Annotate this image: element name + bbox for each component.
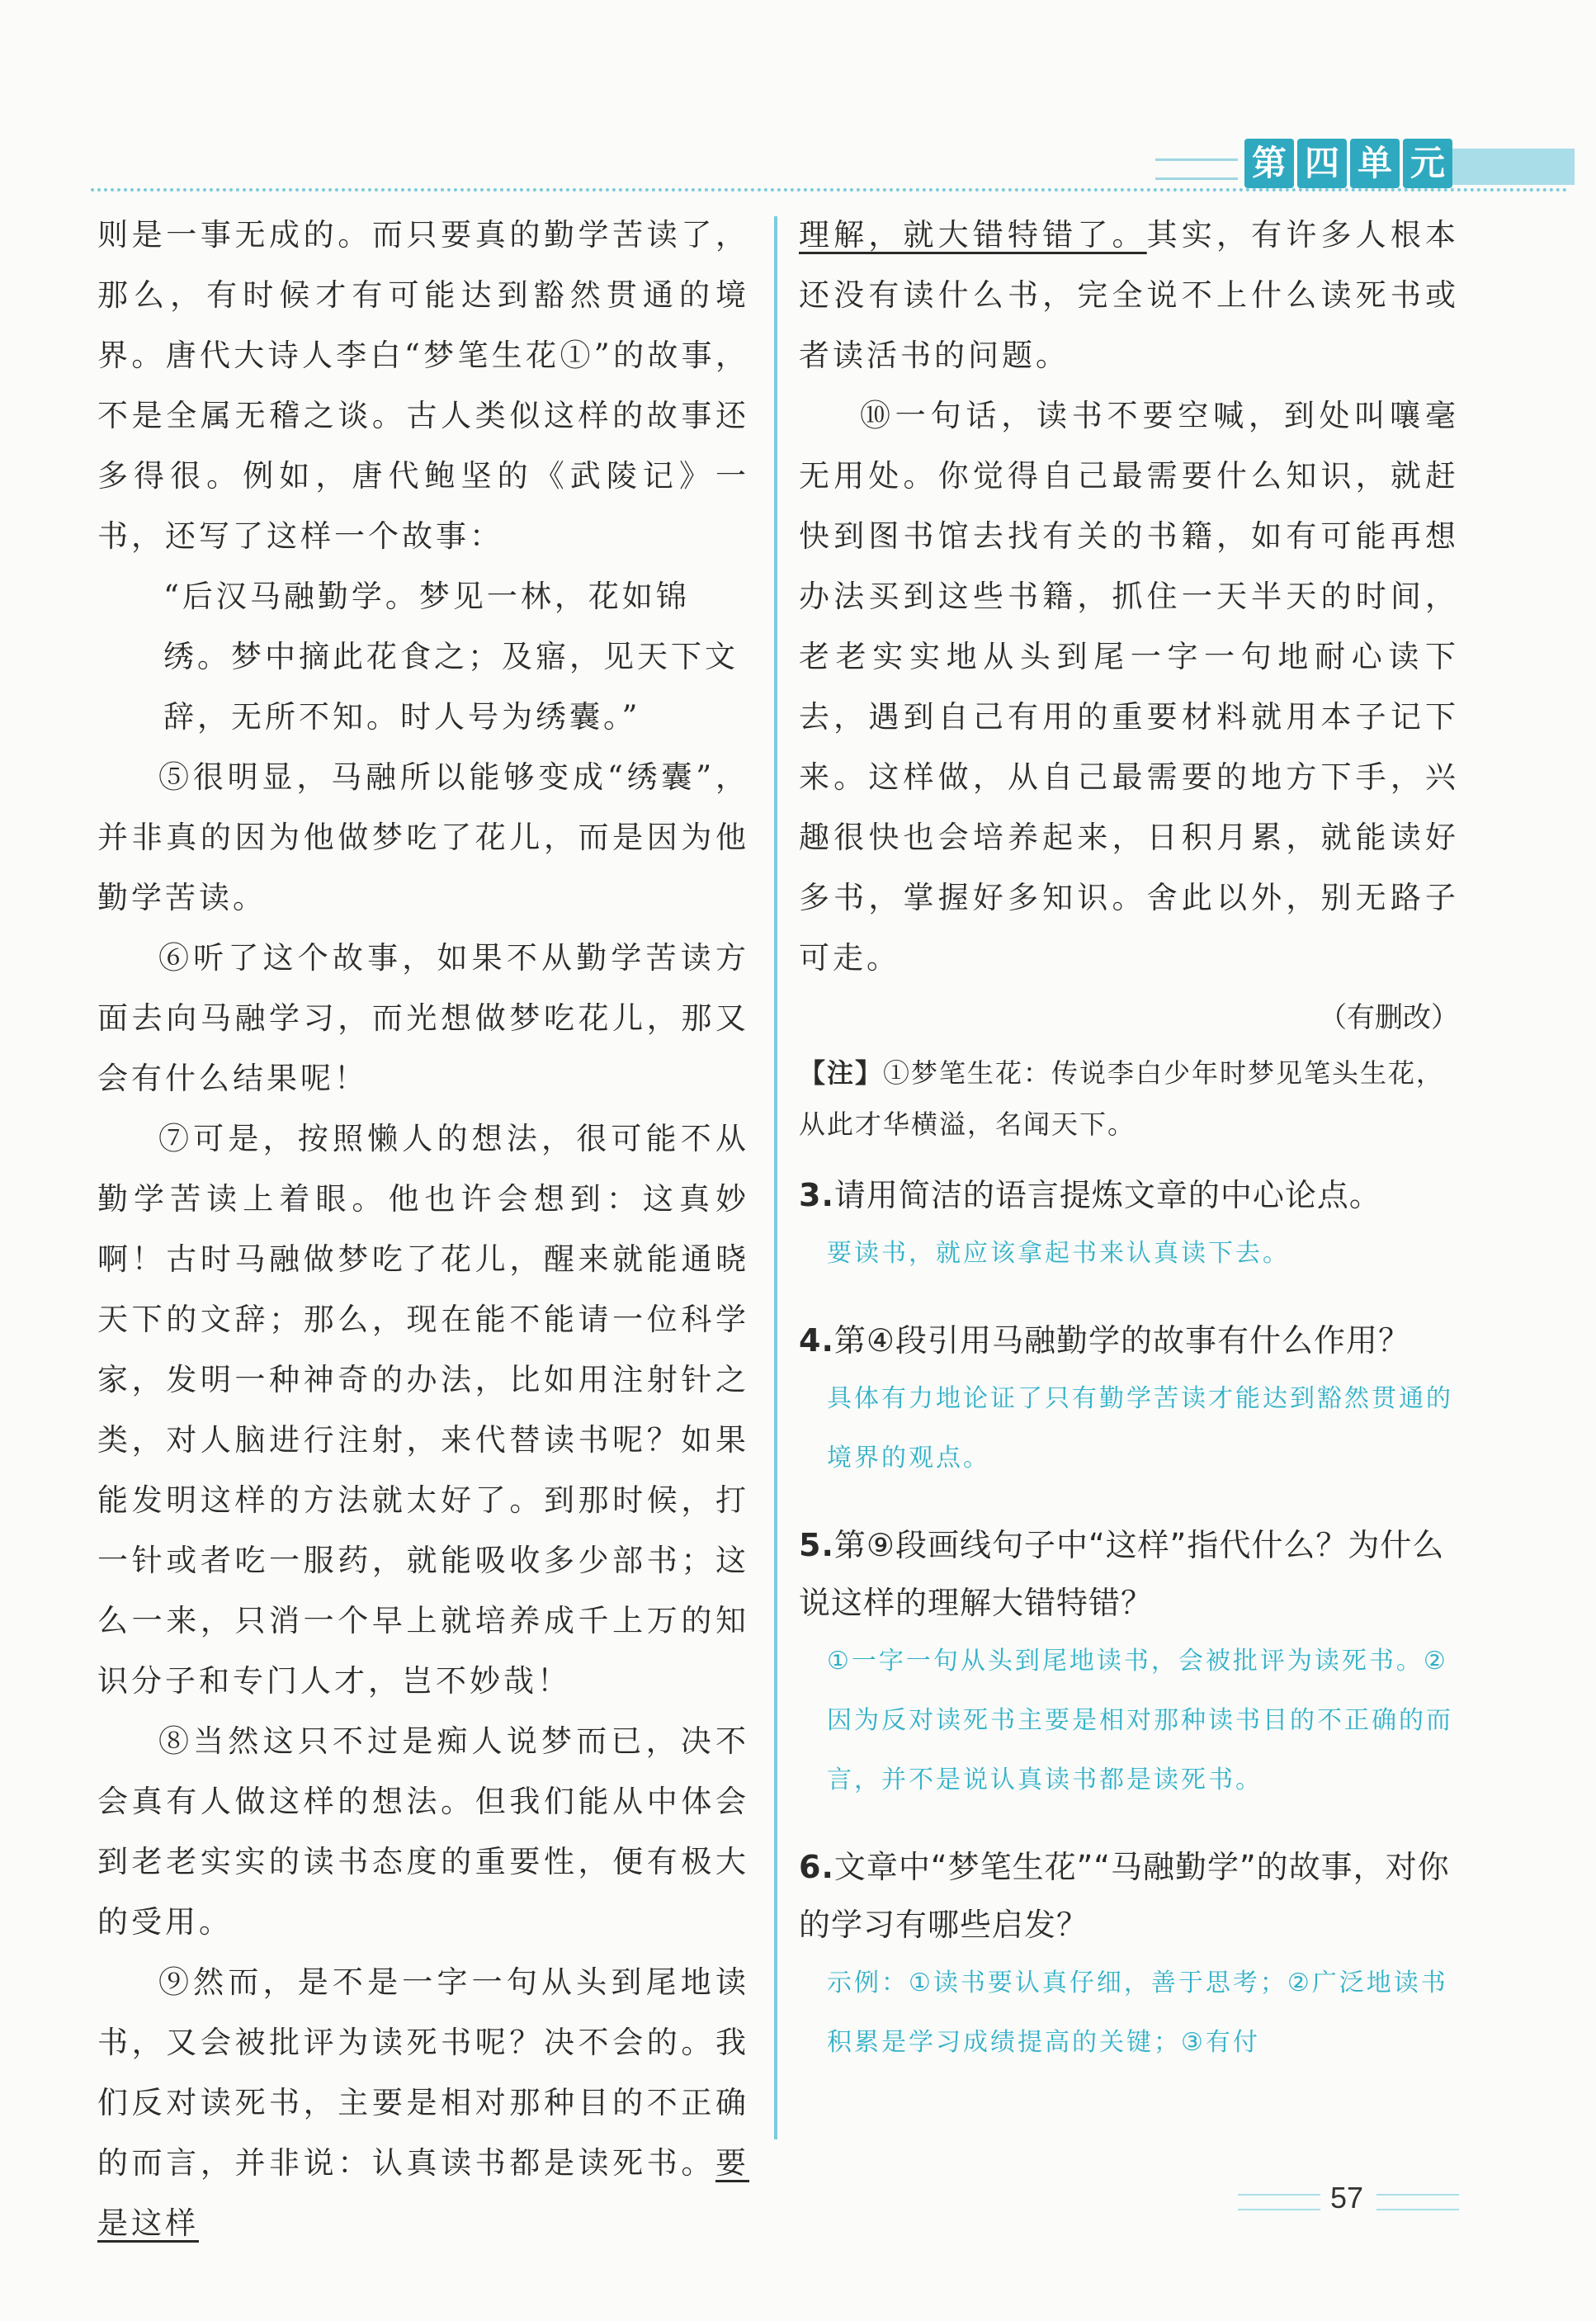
question-5 bbox=[799, 1516, 1459, 1632]
unit-title-char: 元 bbox=[1403, 139, 1452, 188]
underlined-sentence-end: 理解，就大错特错了。 bbox=[799, 217, 1147, 253]
paragraph-9-cont bbox=[799, 205, 1459, 385]
paragraph-10: ⑩一句话，读书不要空喊，到处叫嚷毫无用处。你觉得自己最需要什么知识，就赶快到图书馆去找有关的书籍，如有可能再想办法买到这些书籍，抓住一天半天的时间，老老实实地从头到尾一字一句地耐心读下去，遇到自己有用的重要材料就用本子记下来。这样做，从自己最需要的地方下手，兴趣很快也会培养起来，日积月累，就能读好多书，掌握好多知识。舍此以外，别无路子可走。 bbox=[799, 398, 1459, 976]
header-decor-lines bbox=[1155, 158, 1238, 180]
footnote-label: 【注】 bbox=[799, 1057, 884, 1089]
answer-3: 要读书，就应该拿起书来认真读下去。 bbox=[827, 1239, 1290, 1268]
paragraph-7: ⑦可是，按照懒人的想法，很可能不从勤学苦读上着眼。他也许会想到：这真妙啊！古时马融做梦吃了花儿，醒来就能通晓天下的文辞；那么，现在能不能请一位科学家，发明一种神奇的办法，比如用注射针之类，对人脑进行注射，来代替读书呢？如果能发明这样的方法就太好了。到那时候，打一针或者吃一服药，就能吸收多少部书；这么一来，只消一个早上就培养成千上万的知识分子和专门人才，岂不妙哉！ bbox=[97, 1121, 749, 1699]
paragraph-9-cont-text: 其实，有许多人根本还没有读什么书，完全说不上什么读死书或者读活书的问题。 bbox=[799, 217, 1460, 373]
paragraph-4-cont: 则是一事无成的。而只要真的勤学苦读了，那么，有时候才有可能达到豁然贯通的境界。唐代大诗人李白“梦笔生花①”的故事，不是全属无稽之谈。古人类似这样的故事还多得很。例如，唐代鲍坚的《武陵记》一书，还写了这样一个故事： bbox=[97, 217, 749, 554]
footer-decor-right bbox=[1376, 2194, 1459, 2210]
column-divider bbox=[774, 216, 777, 2139]
question-3 bbox=[799, 1166, 1459, 1224]
answer-4: 具体有力地论证了只有勤学苦读才能达到豁然贯通的境界的观点。 bbox=[827, 1384, 1453, 1472]
question-number: 3. bbox=[799, 1177, 834, 1213]
unit-title-char: 四 bbox=[1297, 139, 1347, 188]
quote-wuling-ji bbox=[97, 566, 749, 747]
left-column bbox=[97, 205, 749, 2253]
question-4 bbox=[799, 1312, 1459, 1369]
quote-text: “后汉马融勤学。梦见一林，花如锦绣。梦中摘此花食之；及寤，见天下文辞，无所不知。时人号为绣囊。” bbox=[163, 579, 739, 735]
top-dotted-rule bbox=[91, 188, 1568, 191]
underlined-sentence-start: 要是这样 bbox=[97, 2145, 749, 2241]
unit-title-char: 单 bbox=[1350, 139, 1400, 188]
header-band bbox=[1452, 149, 1575, 185]
paragraph-8: ⑧当然这只不过是痴人说梦而已，决不会真有人做这样的想法。但我们能从中体会到老老实实的读书态度的重要性，便有极大的受用。 bbox=[97, 1723, 749, 1940]
question-text: 第④段引用马融勤学的故事有什么作用？ bbox=[833, 1322, 1410, 1359]
answer-6: 示例：①读书要认真仔细，善于思考；②广泛地读书积累是学习成绩提高的关键；③有付 bbox=[827, 1969, 1448, 2057]
question-number: 6. bbox=[799, 1849, 834, 1885]
answer-5: ①一字一句从头到尾地读书，会被批评为读死书。②因为反对读死书主要是相对那种读书目的不正确的而言，并不是说认真读书都是读死书。 bbox=[827, 1647, 1453, 1794]
paragraph-5: ⑤很明显，马融所以能够变成“绣囊”，并非真的因为他做梦吃了花儿，而是因为他勤学苦读。 bbox=[97, 759, 749, 915]
question-6 bbox=[799, 1838, 1459, 1954]
right-column bbox=[799, 205, 1459, 2073]
question-text: 请用简洁的语言提炼文章的中心论点。 bbox=[833, 1177, 1381, 1213]
footnote bbox=[799, 1047, 1459, 1150]
paragraph-6: ⑥听了这个故事，如果不从勤学苦读方面去向马融学习，而光想做梦吃花儿，那又会有什么结果呢！ bbox=[97, 940, 749, 1096]
question-number: 4. bbox=[799, 1322, 834, 1359]
source-note: （有删改） bbox=[1319, 1001, 1459, 1034]
unit-title bbox=[1244, 139, 1452, 190]
paragraph-9-text: ⑨然而，是不是一字一句从头到尾地读书，又会被批评为读死书呢？决不会的。我们反对读死书，主要是相对那种目的不正确的而言，并非说：认真读书都是读死书。 bbox=[97, 1964, 749, 2181]
question-text: 文章中“梦笔生花”“马融勤学”的故事，对你的学习有哪些启发？ bbox=[799, 1849, 1450, 1943]
page-number: 57 bbox=[1330, 2181, 1364, 2215]
question-number: 5. bbox=[799, 1527, 834, 1563]
question-text: 第⑨段画线句子中“这样”指代什么？为什么说这样的理解大错特错？ bbox=[799, 1527, 1445, 1621]
paragraph-9 bbox=[97, 1952, 749, 2253]
footnote-text: ①梦笔生花：传说李白少年时梦见笔头生花，从此才华横溢，名闻天下。 bbox=[799, 1057, 1445, 1140]
unit-title-char: 第 bbox=[1244, 139, 1294, 188]
footer-decor-left bbox=[1238, 2194, 1320, 2210]
